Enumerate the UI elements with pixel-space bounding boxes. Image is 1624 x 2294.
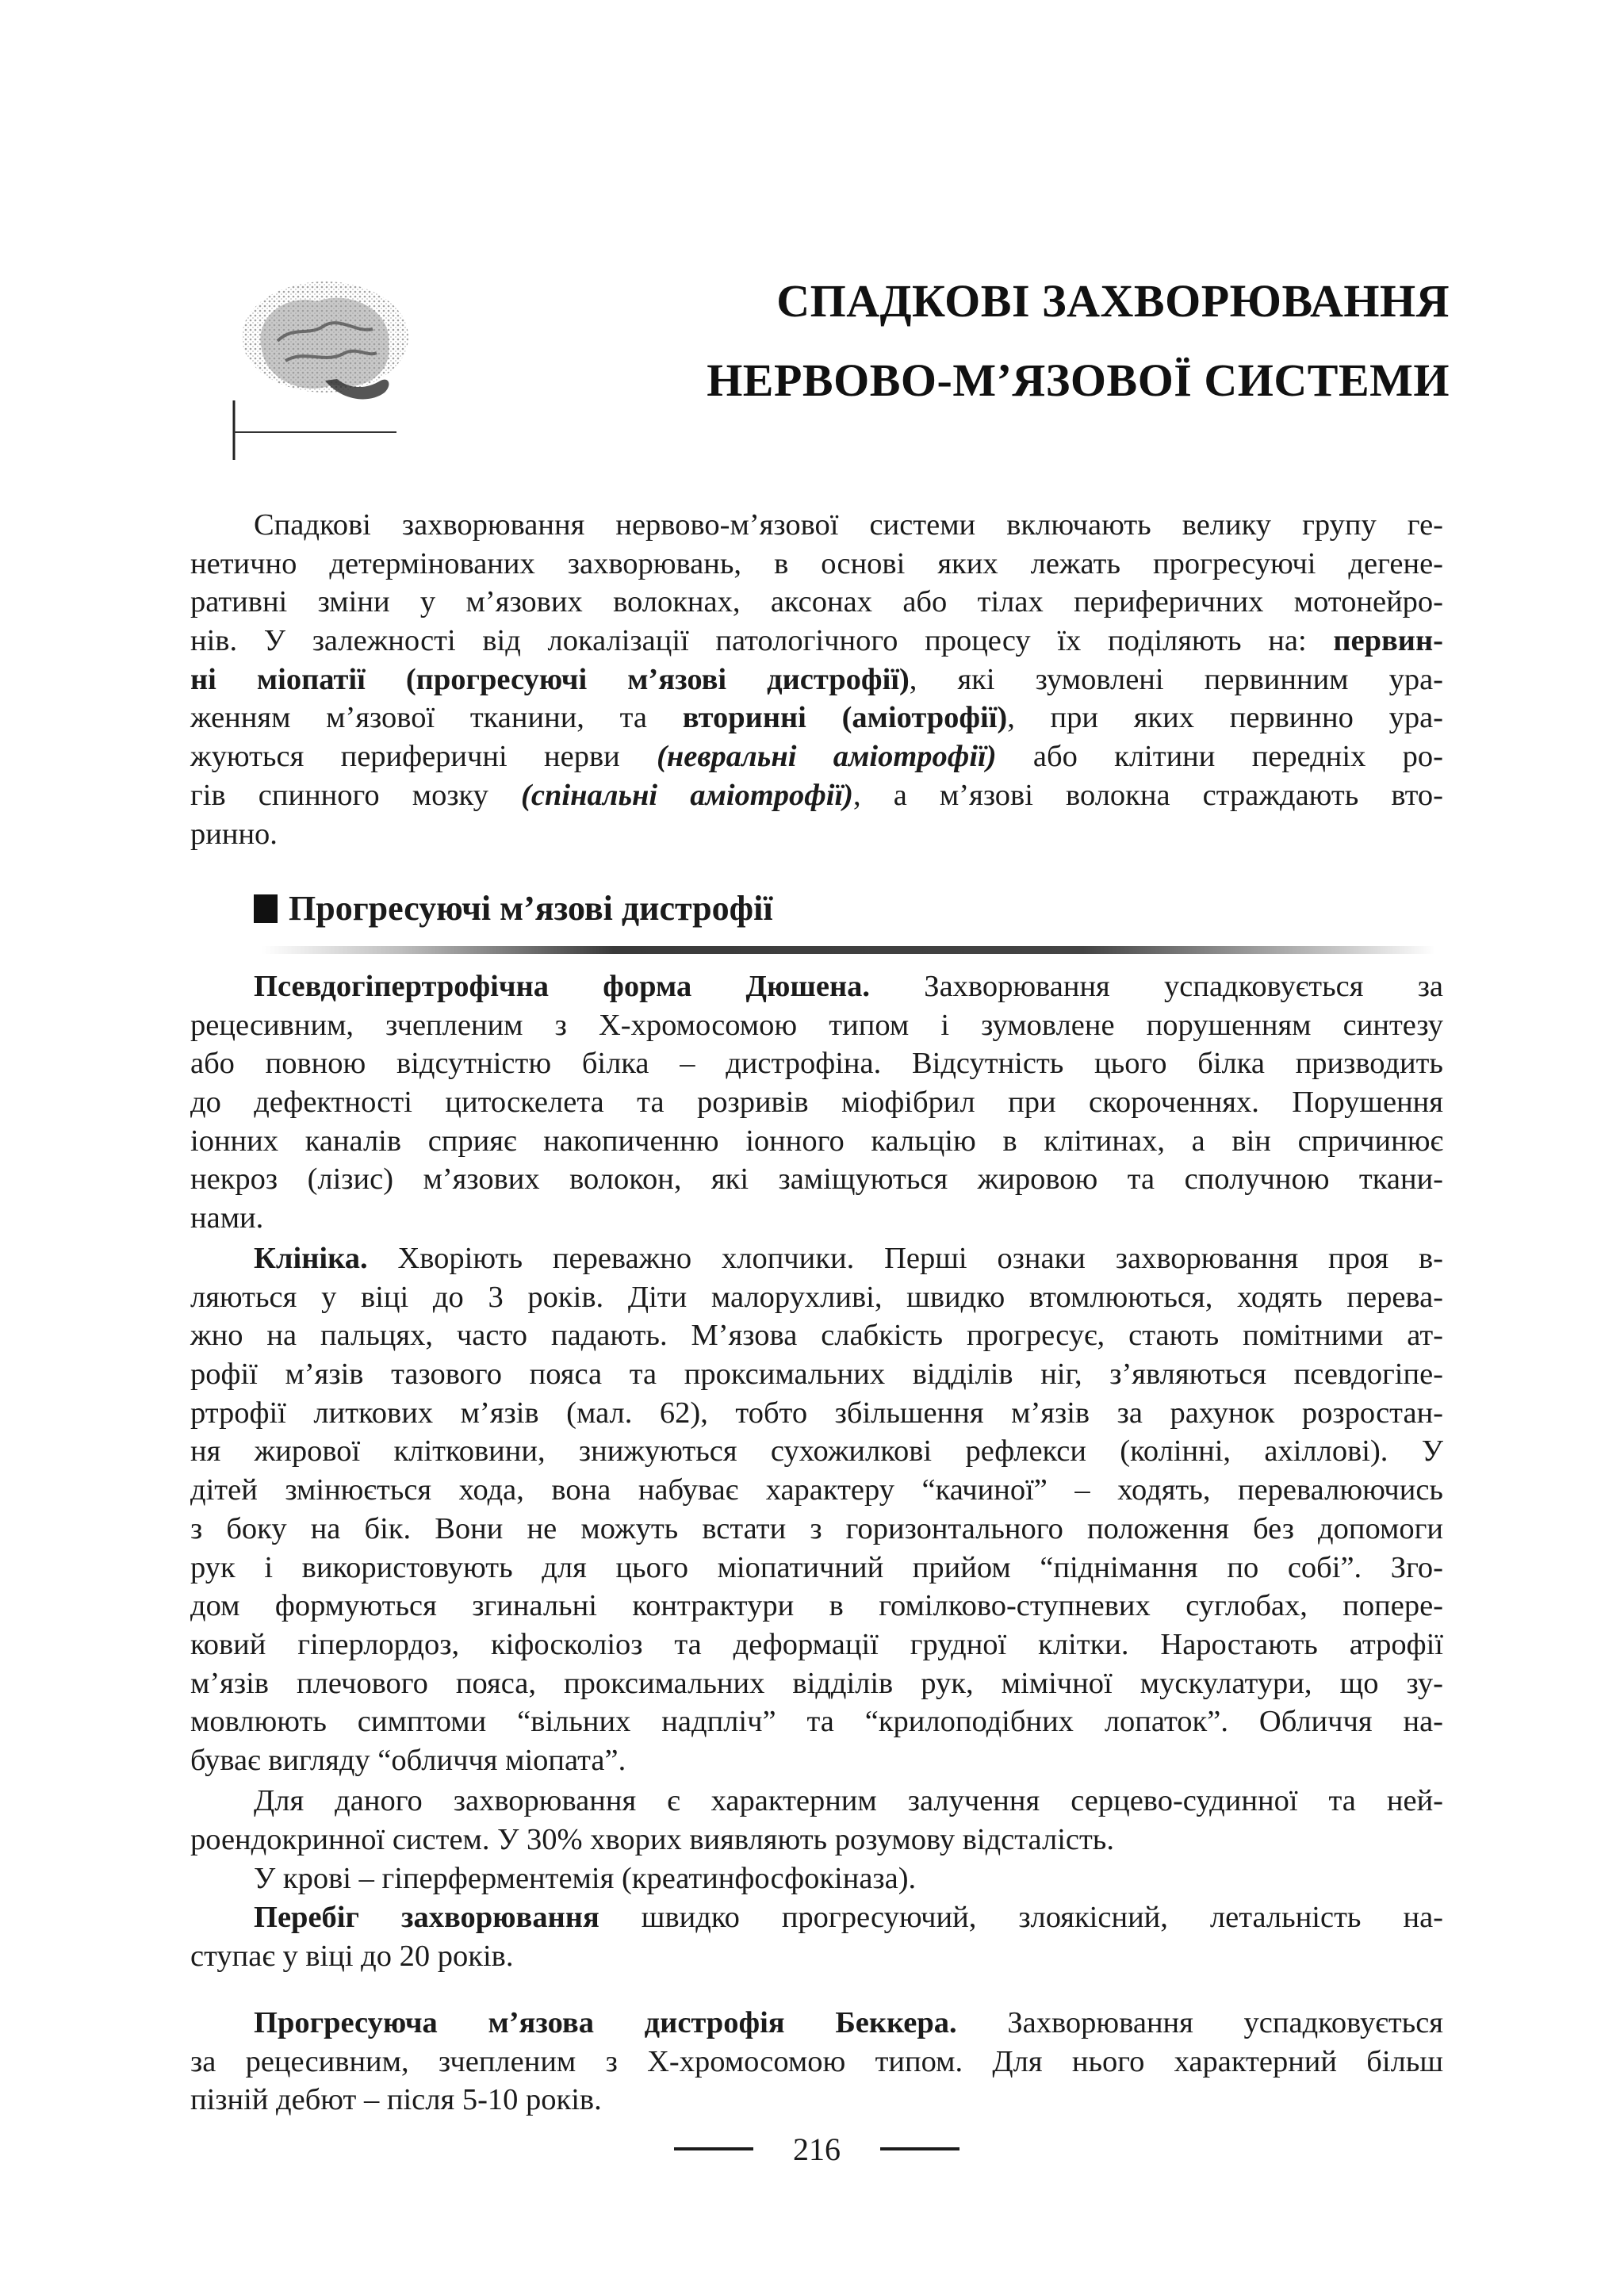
- becker-paragraph: [190, 2004, 1443, 2120]
- blood-line: У крові – гіперферментемія (креатинфосфокіназа).: [254, 1862, 917, 1895]
- clinic-line: дом формуються згинальні контрактури в гомілково-ступневих суглобах, попере-: [190, 1589, 1443, 1623]
- title-line-2: НЕРВОВО-М’ЯЗОВОЇ СИСТЕМИ: [707, 354, 1450, 406]
- clinic-line: ляються у віці до 3 років. Діти малорухливі, швидко втомлюються, ходять перева-: [190, 1280, 1443, 1314]
- course-line: Перебіг захворювання швидко прогресуючий, злоякісний, летальність на-: [254, 1901, 1443, 1934]
- section-heading-text: Прогресуючі м’язові дистрофії: [289, 889, 773, 928]
- clinic-line: Клініка. Хворіють переважно хлопчики. Перші ознаки захворювання проя в-: [254, 1242, 1443, 1275]
- duchenne-paragraph: [190, 967, 1443, 1238]
- page-title: [707, 262, 1450, 420]
- duchenne-line: до дефектності цитоскелета та розривів міофібрил при скороченнях. Порушення: [190, 1086, 1443, 1120]
- term-primary-myopathies: ні міопатії (прогресуючі м’язові дистрофії): [190, 662, 910, 696]
- clinic-line: м’язів плечового пояса, проксимальних відділів рук, мімічної мускулатури, що зу-: [190, 1666, 1443, 1700]
- cardio-paragraph: [190, 1782, 1443, 1859]
- intro-line: нетично детермінованих захворювань, в основі яких лежать прогресуючі дегене-: [190, 546, 1443, 580]
- page-footer: [674, 2125, 959, 2173]
- term-secondary: вторинні (аміотрофії): [682, 701, 1008, 735]
- becker-line: пізній дебют – після 5-10 років.: [190, 2083, 602, 2117]
- brain-icon: [230, 262, 420, 460]
- section-heading: [254, 888, 773, 929]
- intro-line: жуються периферичні нерви (невральні аміотрофії) або клітини передніх ро-: [190, 740, 1443, 774]
- square-bullet-icon: [254, 894, 278, 923]
- becker-heading: Прогресуюча м’язова дистрофія Беккера.: [254, 2006, 957, 2039]
- clinic-line: з боку на бік. Вони не можуть встати з горизонтального положення без допомоги: [190, 1511, 1443, 1545]
- footer-dash-left: [674, 2147, 753, 2150]
- intro-line: ринно.: [190, 817, 278, 851]
- duchenne-line: іонних каналів сприяє накопиченню іонного кальцію в клітинах, а він спричинює: [190, 1124, 1443, 1158]
- course-paragraph: [190, 1898, 1443, 1975]
- clinic-paragraph: [190, 1239, 1443, 1780]
- duchenne-line: некроз (лізис) м’язових волокон, які заміщуються жировою та сполучною ткани-: [190, 1162, 1443, 1197]
- duchenne-line: нами.: [190, 1201, 264, 1235]
- blood-paragraph: [190, 1859, 1443, 1898]
- clinic-line: дітей змінюється хода, вона набуває характеру “качиної” – ходять, перевалюючись: [190, 1473, 1443, 1507]
- clinic-line: рофії м’язів тазового пояса та проксимальних відділів ніг, з’являються псевдогіпе-: [190, 1358, 1443, 1392]
- becker-line: Прогресуюча м’язова дистрофія Беккера. Захворювання успадковується: [254, 2006, 1443, 2039]
- term-primary: первин-: [1333, 624, 1443, 658]
- intro-line: ні міопатії (прогресуючі м’язові дистрофії), які зумовлені первинним ура-: [190, 662, 1443, 696]
- intro-line: женням м’язової тканини, та вторинні (аміотрофії), при яких первинно ура-: [190, 701, 1443, 735]
- intro-line: Спадкові захворювання нервово-м’язової системи включають велику групу ге-: [254, 508, 1443, 542]
- clinic-line: ковий гіперлордоз, кіфосколіоз та деформації грудної клітки. Наростають атрофії: [190, 1627, 1443, 1661]
- course-heading: Перебіг захворювання: [254, 1901, 599, 1934]
- duchenne-line: Псевдогіпертрофічна форма Дюшена. Захворювання успадковується за: [254, 970, 1443, 1003]
- intro-line: гів спинного мозку (спінальні аміотрофії), а м’язові волокна страждають вто-: [190, 778, 1444, 812]
- term-neural: (невральні аміотрофії): [657, 740, 997, 774]
- course-line: ступає у віці до 20 років.: [190, 1939, 514, 1973]
- duchenne-heading: Псевдогіпертрофічна форма Дюшена.: [254, 970, 871, 1003]
- duchenne-line: рецесивним, зчепленим з Х-хромосомою типом і зумовлене порушенням синтезу: [190, 1008, 1443, 1042]
- cardio-line: Для даного захворювання є характерним залучення серцево-судинної та ней-: [254, 1784, 1443, 1817]
- clinic-line: буває вигляду “обличчя міопата”.: [190, 1743, 626, 1777]
- clinic-line: рук і використовують для цього міопатичний прийом “піднімання по собі”. Зго-: [190, 1550, 1443, 1584]
- section-rule: [262, 946, 1435, 954]
- duchenne-line: або повною відсутністю білка – дистрофіна. Відсутність цього білка призводить: [190, 1047, 1443, 1081]
- clinic-line: ня жирової клітковини, знижуються сухожилкові рефлекси (колінні, ахіллові). У: [190, 1434, 1443, 1469]
- intro-paragraph: [190, 506, 1443, 853]
- title-line-1: СПАДКОВІ ЗАХВОРЮВАННЯ: [776, 275, 1450, 327]
- cardio-line: роендокринної систем. У 30% хворих виявляють розумову відсталість.: [190, 1822, 1114, 1856]
- clinic-line: жно на пальцях, часто падають. М’язова слабкість прогресує, стають помітними ат-: [190, 1319, 1443, 1353]
- term-spinal: (спінальні аміотрофії): [521, 778, 854, 812]
- clinic-line: ртрофії литкових м’язів (мал. 62), тобто збільшення м’язів за рахунок розростан-: [190, 1396, 1443, 1430]
- becker-line: за рецесивним, зчепленим з Х-хромосомою типом. Для нього характерний більш: [190, 2044, 1443, 2078]
- clinic-heading: Клініка.: [254, 1242, 368, 1275]
- clinic-line: мовлюють симптоми “вільних надпліч” та “крилоподібних лопаток”. Обличчя на-: [190, 1705, 1443, 1739]
- intro-line: ративні зміни у м’язових волокнах, аксонах або тілах периферичних мотонейро-: [190, 585, 1443, 619]
- page-number: 216: [793, 2131, 841, 2167]
- footer-dash-right: [880, 2147, 959, 2150]
- intro-line: нів. У залежності від локалізації патологічного процесу їх поділяють на: первин-: [190, 624, 1443, 658]
